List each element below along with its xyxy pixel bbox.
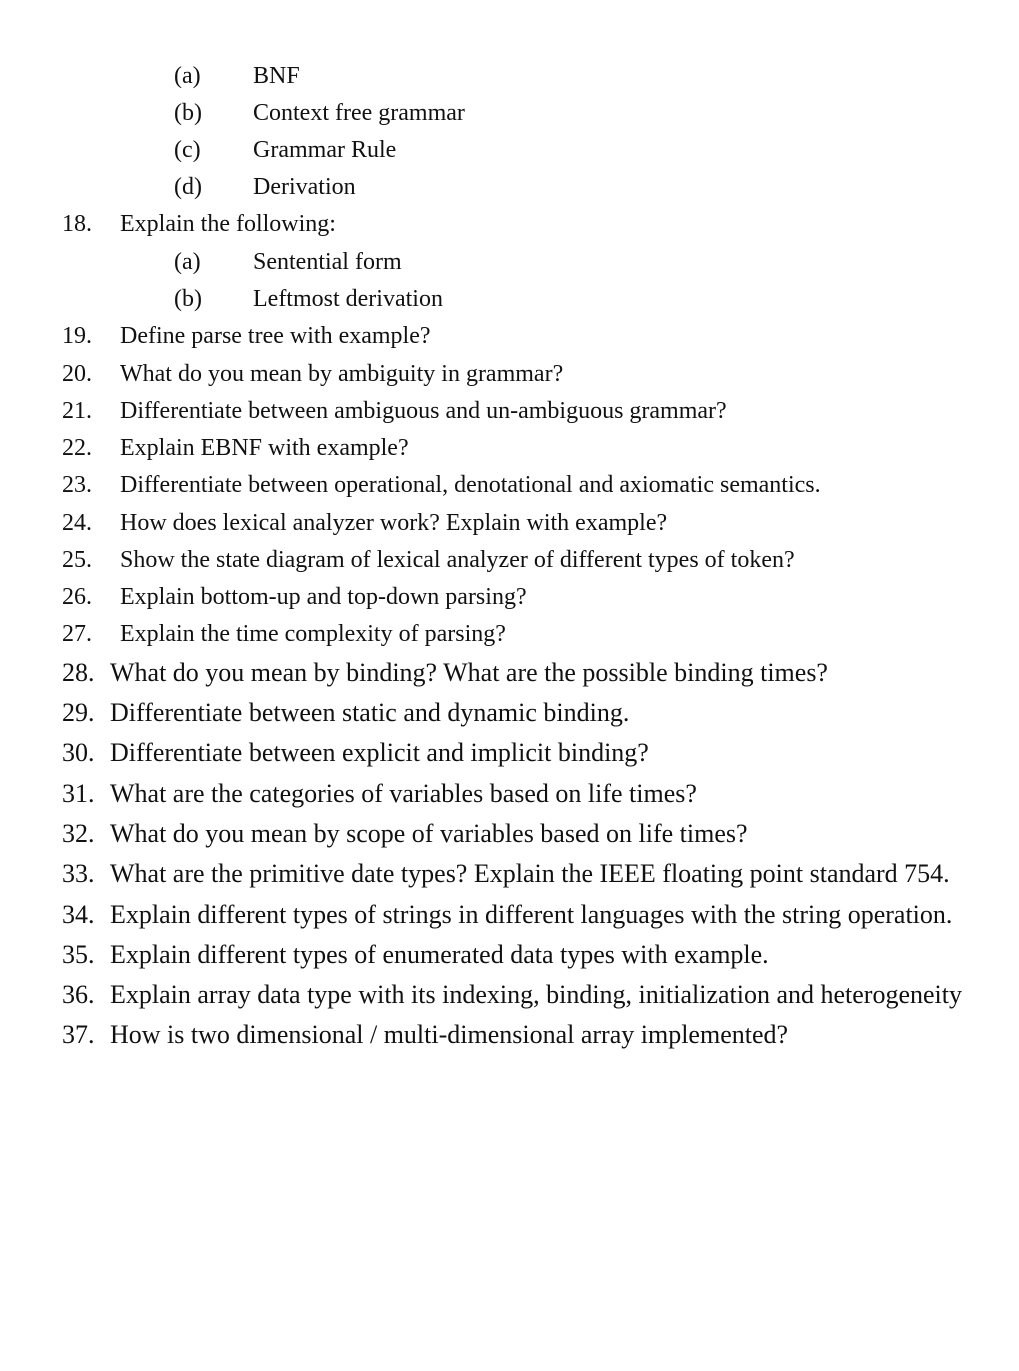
question-number: 29. (62, 698, 95, 727)
question-number: 23. (62, 472, 92, 498)
subitem-letter: (c) (174, 137, 201, 163)
question-text: Explain the following: (120, 211, 336, 237)
subitem-letter: (d) (174, 174, 202, 200)
question-text: What do you mean by ambiguity in grammar? (120, 361, 564, 387)
question-number: 21. (62, 398, 92, 424)
question-number: 27. (62, 621, 92, 647)
subitem-text: Leftmost derivation (253, 286, 443, 312)
question-text: What do you mean by scope of variables based on life times? (110, 819, 748, 848)
question-text: Explain different types of strings in different languages with the string operation. (110, 900, 953, 929)
question-number: 31. (62, 779, 95, 808)
subitem-text: Context free grammar (253, 100, 465, 126)
question-text: Explain array data type with its indexing, binding, initialization and heterogeneity (110, 980, 962, 1009)
question-number: 26. (62, 584, 92, 610)
question-text: Explain EBNF with example? (120, 435, 409, 461)
question-text: What do you mean by binding? What are the possible binding times? (110, 658, 828, 687)
question-text: Differentiate between explicit and implicit binding? (110, 738, 649, 767)
subitem-letter: (b) (174, 286, 202, 312)
question-text: Define parse tree with example? (120, 323, 431, 349)
question-text: Differentiate between static and dynamic binding. (110, 698, 630, 727)
question-number: 30. (62, 738, 95, 767)
question-number: 35. (62, 940, 95, 969)
question-text: How is two dimensional / multi-dimensional array implemented? (110, 1020, 789, 1049)
question-text: What are the primitive date types? Explain the IEEE floating point standard 754. (110, 859, 950, 888)
question-number: 25. (62, 547, 92, 573)
subitem-letter: (b) (174, 100, 202, 126)
question-text: Explain different types of enumerated data types with example. (110, 940, 769, 969)
question-number: 33. (62, 859, 95, 888)
question-number: 22. (62, 435, 92, 461)
question-text: Differentiate between operational, denotational and axiomatic semantics. (120, 472, 821, 498)
question-number: 34. (62, 900, 95, 929)
question-text: Explain the time complexity of parsing? (120, 621, 506, 647)
question-text: Explain bottom-up and top-down parsing? (120, 584, 527, 610)
subitem-letter: (a) (174, 63, 201, 89)
subitem-text: BNF (253, 63, 300, 89)
question-number: 28. (62, 658, 95, 687)
subitem-letter: (a) (174, 249, 201, 275)
question-number: 37. (62, 1020, 95, 1049)
question-text: What are the categories of variables based on life times? (110, 779, 697, 808)
subitem-text: Derivation (253, 174, 356, 200)
subitem-text: Sentential form (253, 249, 402, 275)
question-number: 18. (62, 211, 92, 237)
question-number: 19. (62, 323, 92, 349)
question-number: 20. (62, 361, 92, 387)
question-text: Differentiate between ambiguous and un-ambiguous grammar? (120, 398, 727, 424)
question-number: 24. (62, 510, 92, 536)
question-text: How does lexical analyzer work? Explain with example? (120, 510, 668, 536)
question-number: 32. (62, 819, 95, 848)
subitem-text: Grammar Rule (253, 137, 397, 163)
question-number: 36. (62, 980, 95, 1009)
question-text: Show the state diagram of lexical analyzer of different types of token? (120, 547, 795, 573)
